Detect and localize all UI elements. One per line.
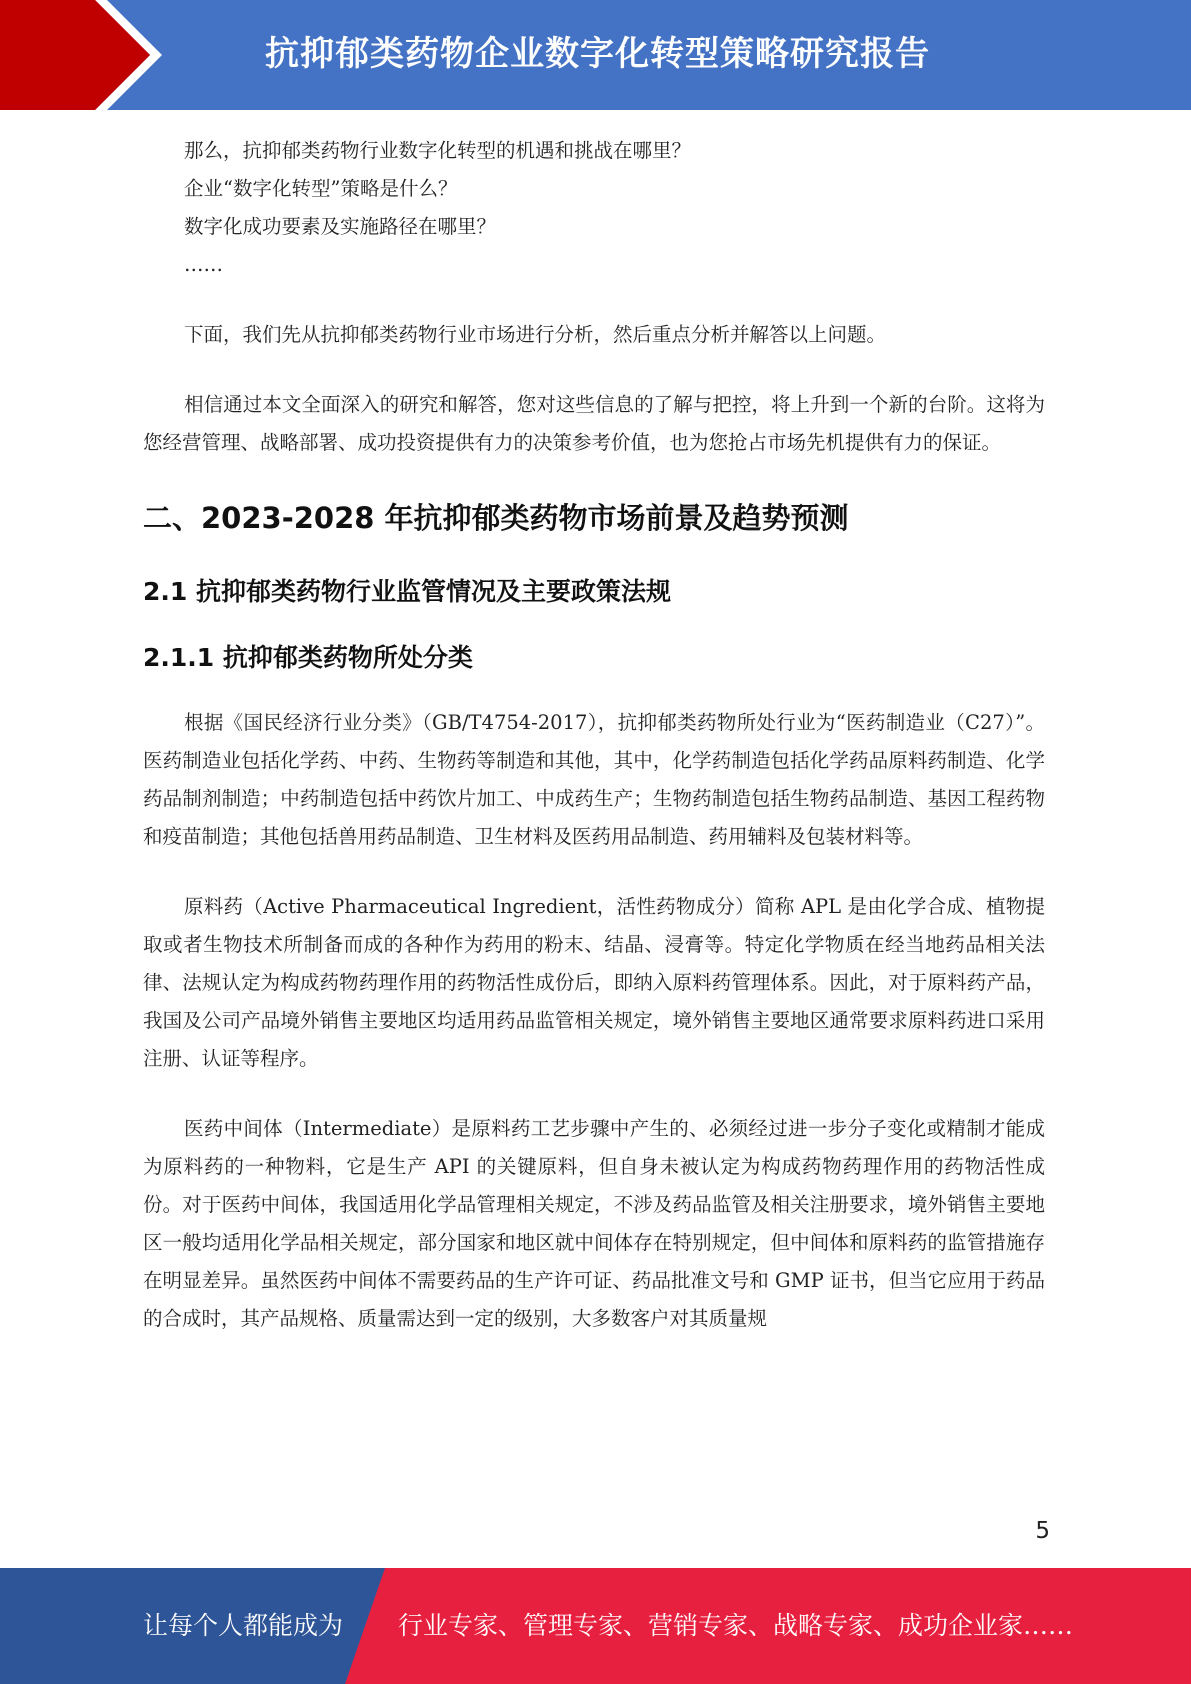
header-banner: [0, 0, 1191, 110]
intro-question-2: 企业“数字化转型”策略是什么？: [184, 177, 458, 200]
header-title: 抗抑郁类药物企业数字化转型策略研究报告: [265, 34, 930, 74]
document-body: [143, 132, 1045, 1338]
section-heading-2: 2.1 抗抑郁类药物行业监管情况及主要政策法规: [143, 577, 671, 606]
intro-question-1: 那么，抗抑郁类药物行业数字化转型的机遇和挑战在哪里？: [184, 139, 692, 162]
intro-ellipsis: ……: [184, 253, 223, 276]
section-heading-3: 2.1.1 抗抑郁类药物所处分类: [143, 643, 473, 672]
footer-banner: [0, 1568, 1191, 1684]
body-paragraph-intermediate: 医药中间体（Intermediate）是原料药工艺步骤中产生的、必须经过进一步分子变化或精制才能成为原料药的一种物料，它是生产 API 的关键原料，但自身未被认定为构成药物药理作用的药物活性成份。对于医药中间体，我国适用化学品管理相关规定，不涉及药品监管及相关注册要求，境外销售主要地区一般均适用化学品相关规定，部分国家和地区就中间体存在特别规定，但中间体和原料药的监管措施存在明显差异。虽然医药中间体不需要药品的生产许可证、药品批准文号和 GMP 证书，但当它应用于药品的合成时，其产品规格、质量需达到一定的级别，大多数客户对其质量规: [143, 1117, 1045, 1330]
page-number: 5: [1035, 1518, 1050, 1544]
section-heading-1: 二、2023-2028 年抗抑郁类药物市场前景及趋势预测: [143, 501, 849, 535]
intro-paragraph-1: 下面，我们先从抗抑郁类药物行业市场进行分析，然后重点分析并解答以上问题。: [184, 323, 887, 346]
intro-paragraph-2: 相信通过本文全面深入的研究和解答，您对这些信息的了解与把控，将上升到一个新的台阶。这将为您经营管理、战略部署、成功投资提供有力的决策参考价值，也为您抢占市场先机提供有力的保证。: [143, 393, 1045, 454]
footer-slogan-right: 行业专家、管理专家、营销专家、战略专家、成功企业家……: [398, 1611, 1074, 1640]
body-paragraph-api: 原料药（Active Pharmaceutical Ingredient，活性药物成分）简称 APL 是由化学合成、植物提取或者生物技术所制备而成的各种作为药用的粉末、结晶、浸膏等。特定化学物质在经当地药品相关法律、法规认定为构成药物药理作用的药物活性成份后，即纳入原料药管理体系。因此，对于原料药产品，我国及公司产品境外销售主要地区均适用药品监管相关规定，境外销售主要地区通常要求原料药进口采用注册、认证等程序。: [143, 895, 1045, 1070]
intro-question-3: 数字化成功要素及实施路径在哪里？: [184, 215, 497, 238]
footer-slogan-left: 让每个人都能成为: [143, 1611, 344, 1640]
body-paragraph-classification: 根据《国民经济行业分类》（GB/T4754-2017），抗抑郁类药物所处行业为“医药制造业（C27）”。医药制造业包括化学药、中药、生物药等制造和其他，其中，化学药制造包括化学药品原料药制造、化学药品制剂制造；中药制造包括中药饮片加工、中成药生产；生物药制造包括生物药品制造、基因工程药物和疫苗制造；其他包括兽用药品制造、卫生材料及医药用品制造、药用辅料及包装材料等。: [143, 711, 1045, 848]
